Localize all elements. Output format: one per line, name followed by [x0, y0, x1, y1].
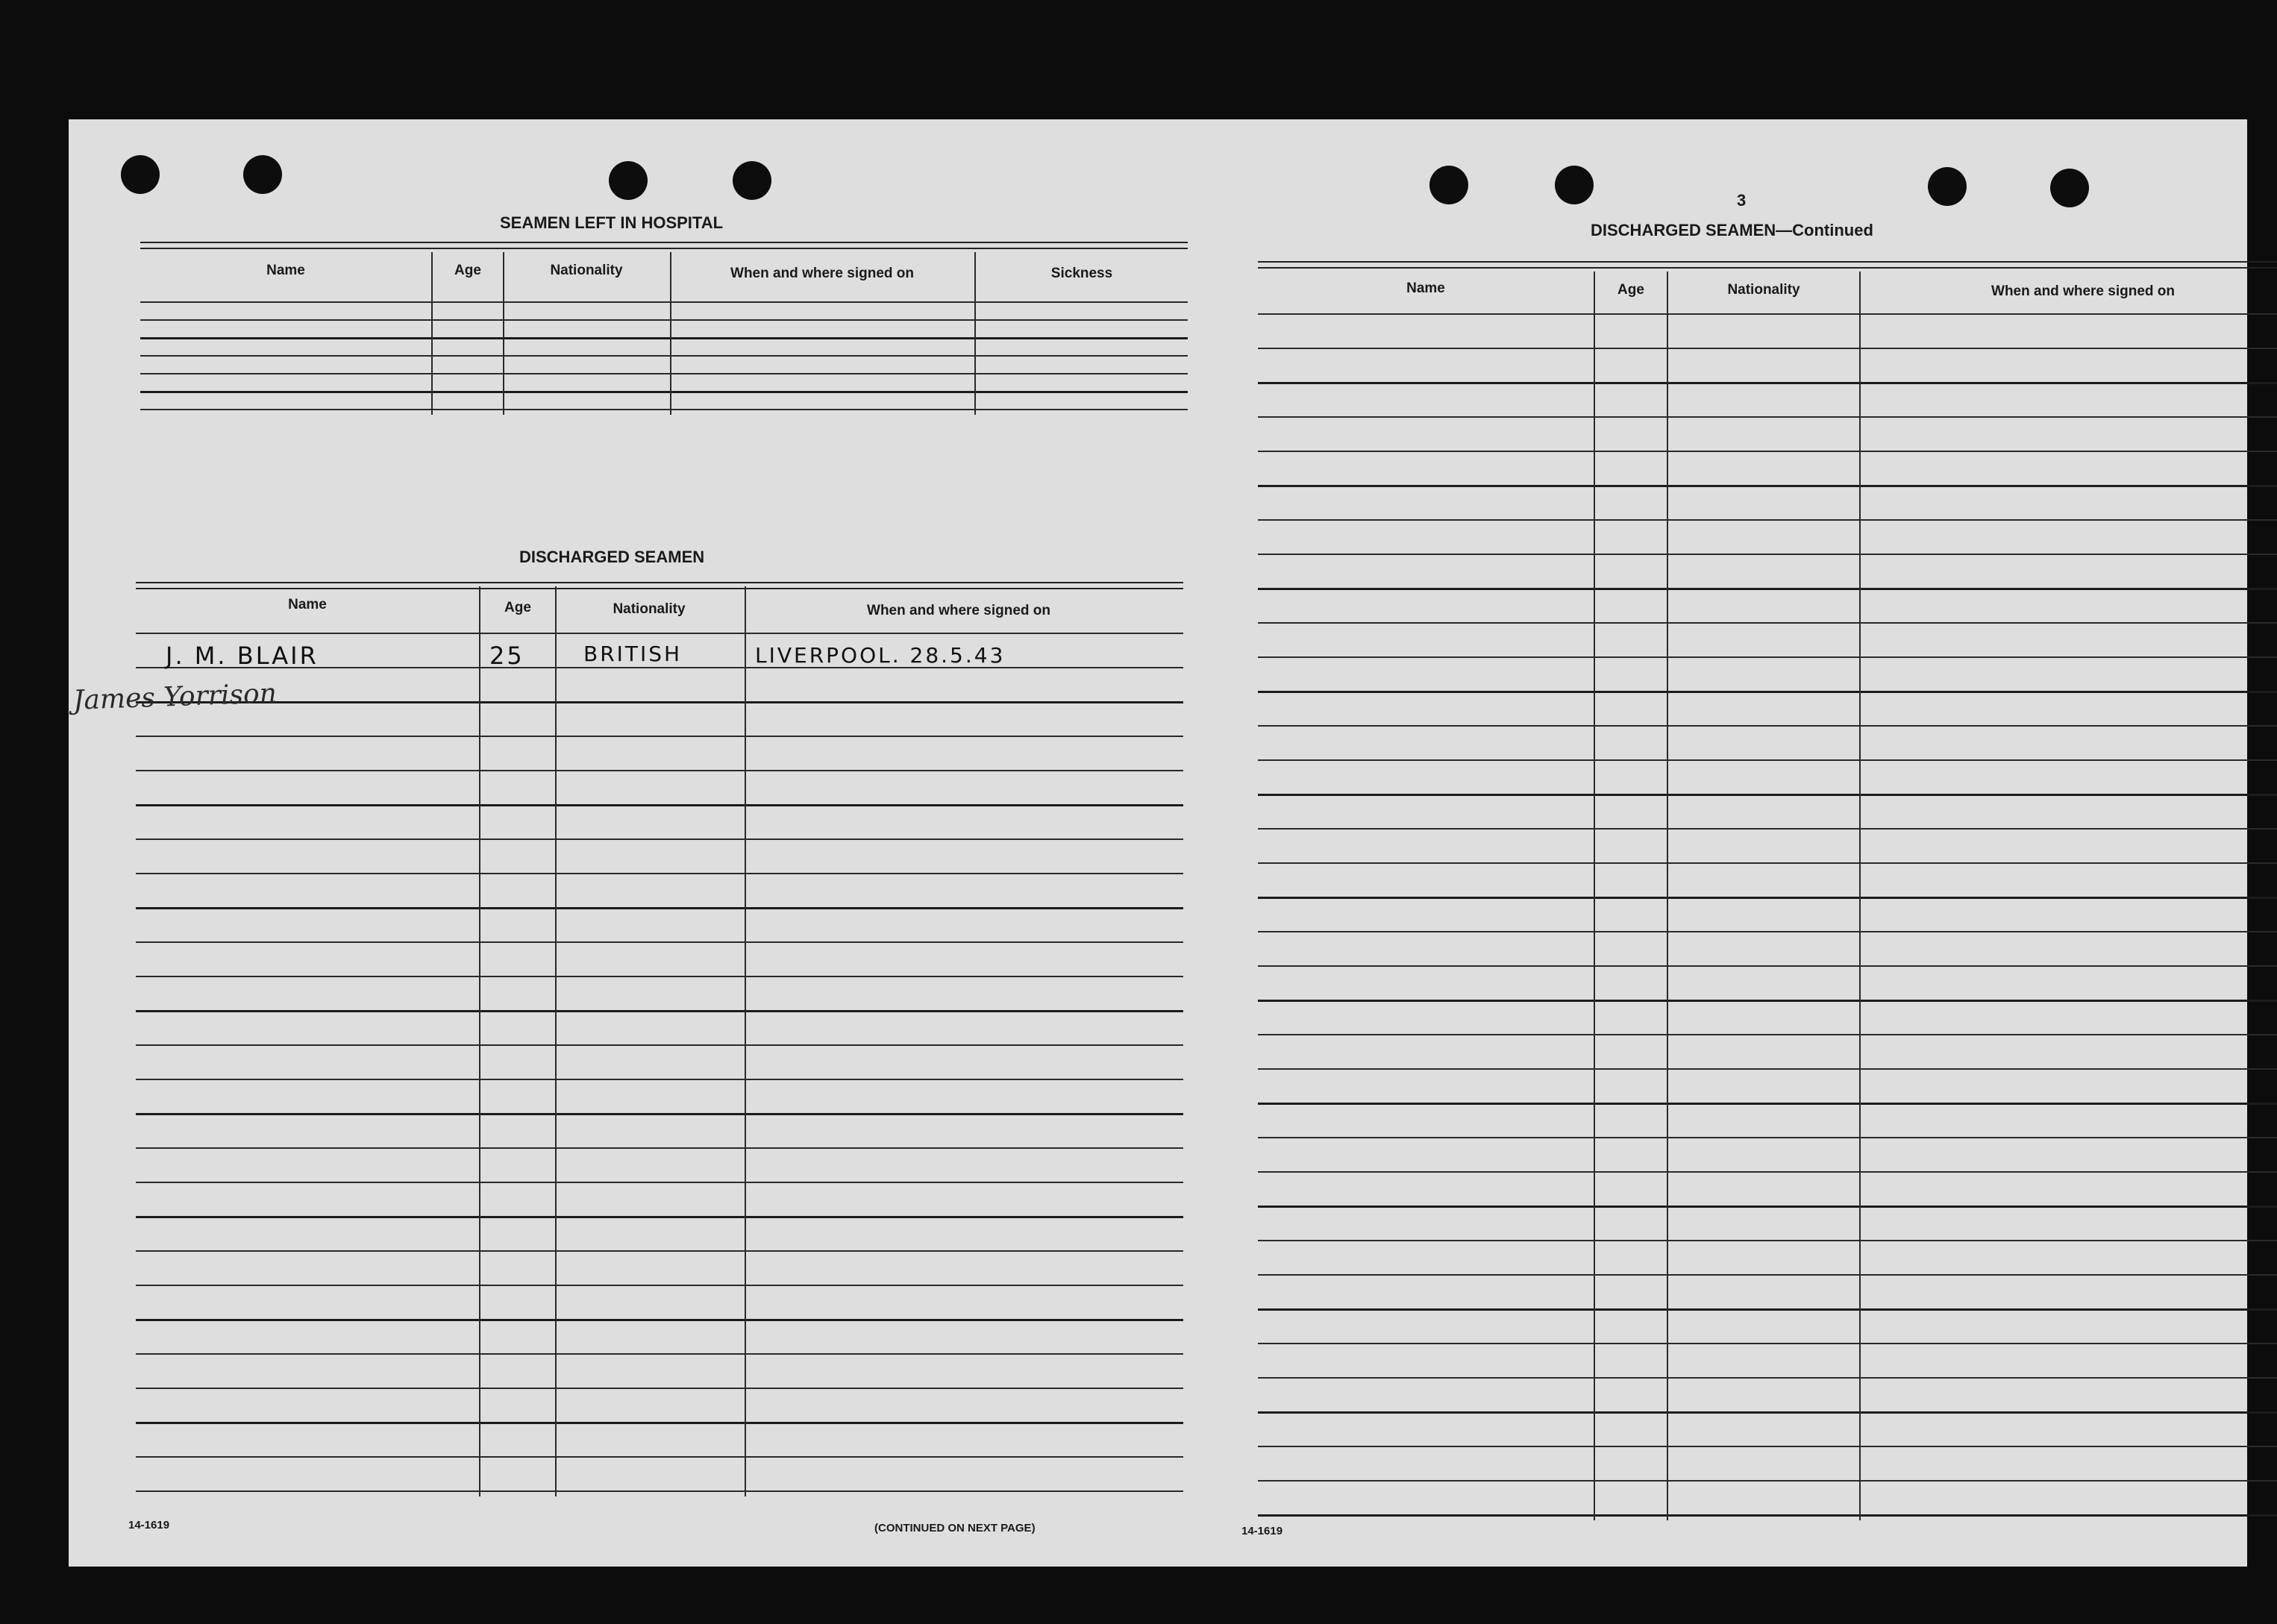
- table-ruling: [140, 373, 1188, 374]
- table-ruling: [1258, 794, 2277, 796]
- table-ruling: [136, 1353, 1183, 1355]
- column-divider: [974, 252, 976, 415]
- seaman-age: 25: [489, 642, 524, 670]
- table-ruling: [136, 1250, 1183, 1252]
- column-divider: [670, 252, 671, 415]
- table-ruling: [136, 1388, 1183, 1389]
- table-ruling: [136, 1182, 1183, 1183]
- column-divider: [1594, 272, 1595, 1520]
- table-ruling: [1258, 1137, 2277, 1138]
- continued-col-signed-on: When and where signed on: [1991, 283, 2175, 299]
- binder-hole: [243, 155, 282, 194]
- table-ruling: [136, 1456, 1183, 1458]
- page-number: 3: [1737, 191, 1747, 210]
- table-ruling: [140, 337, 1188, 339]
- discharged-continued-title: DISCHARGED SEAMEN—Continued: [1591, 221, 1873, 239]
- binder-hole: [733, 161, 771, 200]
- column-divider: [555, 586, 557, 1496]
- continued-note: (CONTINUED ON NEXT PAGE): [874, 1522, 1036, 1534]
- table-ruling: [136, 873, 1183, 874]
- table-ruling: [1258, 1103, 2277, 1105]
- table-ruling: [1258, 1377, 2277, 1379]
- signature: James Yorrison: [72, 678, 278, 716]
- table-ruling: [1258, 931, 2277, 932]
- table-ruling: [1258, 382, 2277, 384]
- binder-hole: [1555, 166, 1594, 204]
- table-ruling: [1258, 1206, 2277, 1208]
- table-ruling: [136, 633, 1183, 634]
- table-ruling: [1258, 1308, 2277, 1311]
- table-ruling: [1258, 1514, 2277, 1517]
- column-divider: [1667, 272, 1668, 1520]
- table-ruling: [1258, 622, 2277, 624]
- table-ruling: [1258, 759, 2277, 761]
- hospital-col-name: Name: [266, 263, 305, 278]
- hospital-col-signed-on: When and where signed on: [730, 266, 914, 281]
- table-ruling: [136, 907, 1183, 909]
- binder-hole: [121, 155, 160, 194]
- discharged-col-age: Age: [504, 600, 531, 615]
- table-ruling: [1258, 1000, 2277, 1002]
- table-ruling: [136, 1147, 1183, 1149]
- table-ruling: [1258, 691, 2277, 693]
- table-ruling: [1258, 1480, 2277, 1482]
- continued-col-name: Name: [1406, 280, 1445, 296]
- column-divider: [431, 252, 433, 415]
- hospital-header-rule: [140, 242, 1188, 249]
- column-divider: [503, 252, 504, 415]
- hospital-col-nationality: Nationality: [550, 263, 623, 278]
- table-ruling: [1258, 1068, 2277, 1070]
- table-ruling: [1258, 313, 2277, 315]
- form-number-left: 14-1619: [128, 1519, 170, 1531]
- table-ruling: [1258, 1171, 2277, 1173]
- continued-col-age: Age: [1617, 282, 1644, 298]
- table-ruling: [136, 1079, 1183, 1080]
- discharged-col-nationality: Nationality: [613, 601, 686, 617]
- continued-header-rule: [1258, 261, 2277, 269]
- table-ruling: [136, 976, 1183, 977]
- table-ruling: [1258, 485, 2277, 487]
- table-ruling: [1258, 965, 2277, 967]
- table-ruling: [1258, 588, 2277, 590]
- seaman-name: J. M. BLAIR: [166, 642, 319, 670]
- binder-hole: [1429, 166, 1468, 204]
- table-ruling: [136, 1285, 1183, 1286]
- table-ruling: [1258, 1274, 2277, 1276]
- table-ruling: [1258, 656, 2277, 658]
- table-ruling: [140, 319, 1188, 321]
- table-ruling: [136, 701, 1183, 703]
- table-ruling: [1258, 828, 2277, 830]
- table-ruling: [1258, 1034, 2277, 1035]
- seaman-nationality: BRITISH: [583, 642, 683, 666]
- form-number-right: 14-1619: [1241, 1525, 1283, 1537]
- table-ruling: [140, 409, 1188, 410]
- table-ruling: [1258, 1411, 2277, 1414]
- table-ruling: [1258, 519, 2277, 521]
- binder-hole: [609, 161, 648, 200]
- table-ruling: [1258, 416, 2277, 418]
- table-ruling: [136, 941, 1183, 943]
- table-ruling: [1258, 897, 2277, 899]
- hospital-section-title: SEAMEN LEFT IN HOSPITAL: [500, 213, 724, 232]
- table-ruling: [140, 355, 1188, 357]
- table-ruling: [136, 1010, 1183, 1012]
- discharged-col-name: Name: [288, 597, 327, 612]
- table-ruling: [136, 1216, 1183, 1218]
- hospital-col-age: Age: [454, 263, 481, 278]
- table-ruling: [140, 391, 1188, 393]
- table-ruling: [1258, 451, 2277, 452]
- discharged-col-signed-on: When and where signed on: [867, 603, 1050, 618]
- discharged-section-title: DISCHARGED SEAMEN: [519, 548, 705, 566]
- column-divider: [479, 586, 480, 1496]
- column-divider: [1859, 272, 1861, 1520]
- form-sheet: [69, 119, 2247, 1567]
- table-ruling: [136, 804, 1183, 806]
- table-ruling: [1258, 1343, 2277, 1344]
- table-ruling: [136, 770, 1183, 771]
- binder-hole: [2050, 169, 2089, 207]
- table-ruling: [1258, 862, 2277, 864]
- table-ruling: [1258, 554, 2277, 555]
- hospital-col-sickness: Sickness: [1050, 266, 1113, 281]
- table-ruling: [136, 1422, 1183, 1424]
- table-ruling: [136, 1113, 1183, 1115]
- table-ruling: [136, 1319, 1183, 1321]
- table-ruling: [136, 838, 1183, 840]
- continued-col-nationality: Nationality: [1727, 282, 1800, 298]
- table-ruling: [1258, 1240, 2277, 1241]
- column-divider: [745, 586, 746, 1496]
- table-ruling: [1258, 1446, 2277, 1447]
- table-ruling: [140, 301, 1188, 303]
- table-ruling: [136, 1044, 1183, 1046]
- table-ruling: [1258, 348, 2277, 349]
- table-ruling: [136, 736, 1183, 737]
- discharged-header-rule: [136, 582, 1183, 589]
- seaman-signed-on: LIVERPOOL. 28.5.43: [755, 643, 1006, 668]
- binder-hole: [1928, 167, 1967, 206]
- table-ruling: [1258, 725, 2277, 727]
- table-ruling: [136, 1490, 1183, 1492]
